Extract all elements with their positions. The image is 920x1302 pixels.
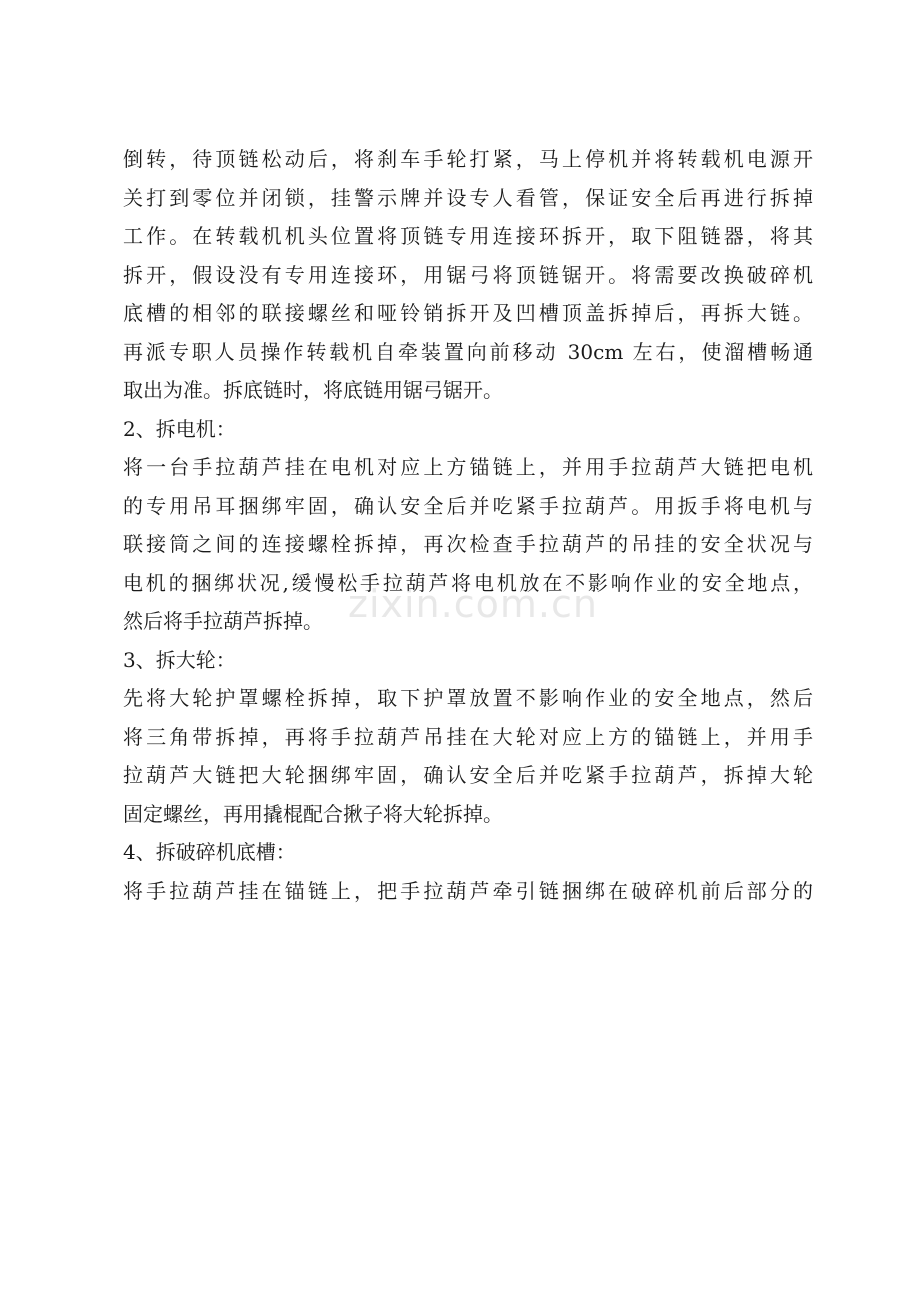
document-body (123, 140, 813, 910)
text-line: 然后将手拉葫芦拆掉。 (123, 609, 323, 633)
text-line: 拉葫芦大链把大轮捆绑牢固，确认安全后并吃紧手拉葫芦，拆掉大轮 (123, 763, 813, 787)
text-line: 将三角带拆掉，再将手拉葫芦吊挂在大轮对应上方的锚链上，并用手 (123, 724, 813, 749)
section-heading: 4、拆破碎机底槽： (123, 840, 296, 864)
text-line: 的专用吊耳捆绑牢固，确认安全后并吃紧手拉葫芦。用扳手将电机与 (123, 493, 813, 518)
text-line: 将一台手拉葫芦挂在电机对应上方锚链上，并用手拉葫芦大链把电机 (123, 455, 813, 479)
text-line: 取出为准。拆底链时，将底链用锯弓锯开。 (123, 378, 503, 402)
text-line: 电机的捆绑状况,缓慢松手拉葫芦将电机放在不影响作业的安全地点， (123, 570, 813, 595)
text-line: 先将大轮护罩螺栓拆掉，取下护罩放置不影响作业的安全地点，然后 (123, 686, 813, 710)
text-line: 拆开，假设没有专用连接环，用锯弓将顶链锯开。将需要改换破碎机 (123, 262, 813, 287)
text-line: 关打到零位并闭锁，挂警示牌并设专人看管，保证安全后再进行拆掉 (123, 185, 813, 210)
text-line: 底槽的相邻的联接螺丝和哑铃销拆开及凹槽顶盖拆掉后，再拆大链。 (123, 301, 813, 325)
text-line: 再派专职人员操作转载机自牵装置向前移动 30cm 左右，使溜槽畅通 (123, 339, 813, 364)
text-line: 联接筒之间的连接螺栓拆掉，再次检查手拉葫芦的吊挂的安全状况与 (123, 532, 813, 556)
section-heading: 3、拆大轮： (123, 647, 236, 672)
text-line: 工作。在转载机机头位置将顶链专用连接环拆开，取下阻链器，将其 (123, 224, 813, 248)
text-line: 将手拉葫芦挂在锚链上，把手拉葫芦牵引链捆绑在破碎机前后部分的 (123, 878, 813, 903)
watermark: zixin.com.cn (348, 582, 598, 626)
text-line: 倒转，待顶链松动后，将刹车手轮打紧，马上停机并将转载机电源开 (123, 147, 813, 171)
text-line: 固定螺丝，再用撬棍配合揪子将大轮拆掉。 (123, 801, 503, 826)
section-heading: 2、拆电机： (123, 416, 236, 441)
